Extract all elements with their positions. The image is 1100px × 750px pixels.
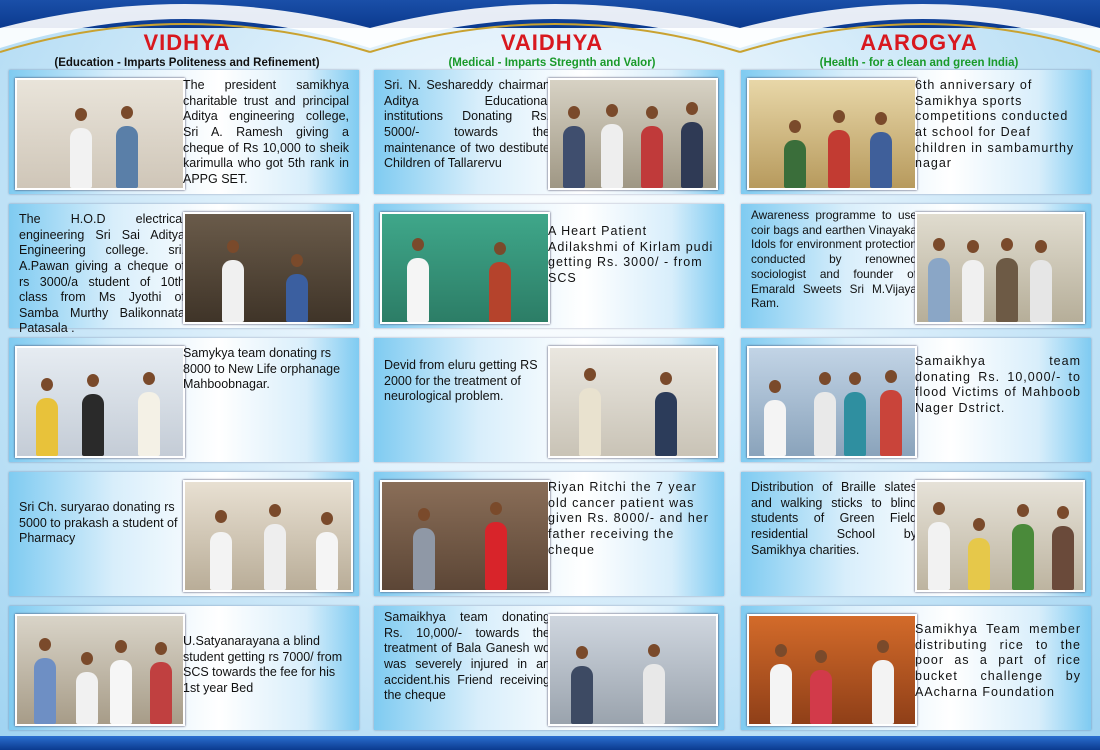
story-caption: U.Satyanarayana a blind student getting rs 7000/ from SCS towards the fee for his 1st year Bed	[183, 634, 343, 695]
story-card	[9, 472, 359, 596]
column-title: VIDHYA	[143, 30, 231, 55]
story-photo	[548, 614, 718, 726]
story-photo	[380, 212, 550, 324]
story-photo	[380, 480, 550, 592]
story-photo	[183, 480, 353, 592]
column-title: AAROGYA	[860, 30, 978, 55]
story-card	[741, 70, 1091, 194]
column-subtitle: (Health - for a clean and green India)	[819, 57, 1019, 69]
story-caption: 6th anniversary of Samikhya sports competitions conducted at school for Deaf children in sambamurthy nagar	[915, 78, 1075, 171]
story-card	[741, 472, 1091, 596]
story-caption: Distribution of Braille slates and walking sticks to blind students of Green Field residential School by Samikhya charities.	[751, 480, 917, 557]
story-photo	[15, 78, 185, 190]
story-card	[374, 338, 724, 462]
column-aarogya	[741, 28, 1097, 734]
story-caption: Devid from eluru getting RS 2000 for the treatment of neurological problem.	[384, 358, 538, 404]
story-photo	[915, 480, 1085, 592]
story-card	[9, 606, 359, 730]
story-photo	[183, 212, 353, 324]
story-photo	[747, 78, 917, 190]
story-card	[374, 472, 724, 596]
column-subtitle: (Education - Imparts Politeness and Refinement)	[54, 57, 320, 69]
story-caption: The H.O.D electrical engineering Sri Sai Aditya Engineering college. sri. A.Pawan giving a cheque of rs 3000/a student of 10th class from Ms Jyothi of Samba Murthy Balikonnata Patasala .	[19, 212, 185, 336]
story-card	[741, 204, 1091, 328]
story-card	[741, 338, 1091, 462]
story-card	[9, 70, 359, 194]
column-vaidhya	[374, 28, 730, 734]
story-photo	[915, 212, 1085, 324]
story-caption: A Heart Patient Adilakshmi of Kirlam pudi getting Rs. 3000/ - from SCS	[548, 224, 714, 285]
bottom-banner	[0, 736, 1100, 750]
story-caption: Samykya team donating rs 8000 to New Life orphanage Mahboobnagar.	[183, 346, 341, 392]
story-caption: Awareness programme to use coir bags and earthen Vinayaka Idols for environment protection conducted by renowned sociologist and founder of Emarald Sweets Sri M.Vijaya Ram.	[751, 208, 917, 311]
column-title: VAIDHYA	[500, 30, 604, 55]
story-caption: Samaikhya team donating Rs. 10,000/- to flood Victims of Mahboob Nager Dstrict.	[915, 354, 1081, 415]
story-caption: Riyan Ritchi the 7 year old cancer patient was given Rs. 8000/- and her father receiving the cheque	[548, 480, 709, 557]
story-card	[374, 70, 724, 194]
story-card	[374, 204, 724, 328]
story-caption: Sri Ch. suryarao donating rs 5000 to prakash a student of Pharmacy	[19, 500, 178, 546]
story-photo	[747, 614, 917, 726]
story-photo	[747, 346, 917, 458]
story-card	[374, 606, 724, 730]
story-photo	[548, 78, 718, 190]
column-subtitle: (Medical - Imparts Stregnth and Valor)	[448, 57, 656, 69]
story-card	[9, 338, 359, 462]
story-photo	[548, 346, 718, 458]
column-vidhya	[9, 28, 365, 734]
story-photo	[15, 614, 185, 726]
story-caption: Samaikhya team donating Rs. 10,000/- towards the treatment of Bala Ganesh wo was severely injured in an accident.his Friend receiving the cheque	[384, 610, 550, 703]
story-caption: The president samikhya charitable trust and principal Aditya engineering college, Sri A. Ramesh giving a cheque of Rs 10,000 to sheik karimulla who got 5th rank in APPG SET.	[183, 78, 349, 186]
story-card	[9, 204, 359, 336]
story-caption: Sri. N. Seshareddy chairman Aditya Educational institutions Donating Rs. 5000/- towards the maintenance of two destibute Children of Tallarervu	[384, 78, 550, 171]
story-caption: Samikhya Team member distributing rice to the poor as a part of rice bucket challenge by AAcharna Foundation	[915, 622, 1081, 699]
story-card	[741, 606, 1091, 730]
story-photo	[15, 346, 185, 458]
